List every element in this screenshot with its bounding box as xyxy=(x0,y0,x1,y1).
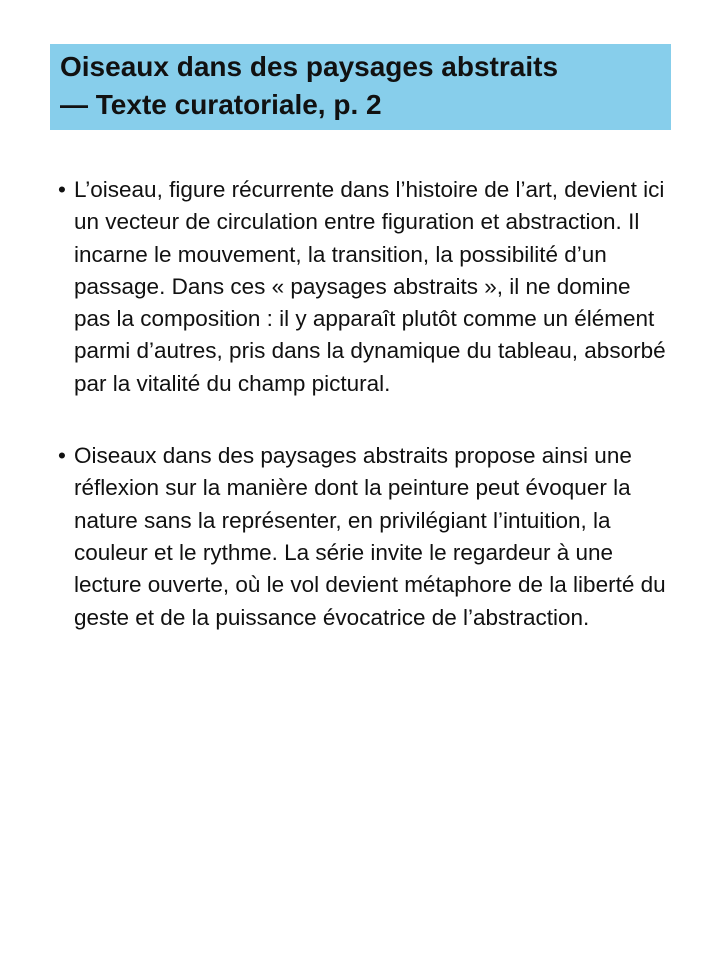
bullet-text: L’oiseau, figure récurrente dans l’histoire de l’art, devient ici un vecteur de circulation entre figuration et abstraction. Il incarne le mouvement, la transition, la possibilité d’un passage. Dans ces « paysages abstraits », il ne domine pas la composition : il y apparaît plutôt comme un élément parmi d’autres, pris dans la dynamique du tableau, absorbé par la vitalité du champ pictural. xyxy=(74,177,666,396)
bullet-marker: • xyxy=(58,177,66,202)
bullet-text: Oiseaux dans des paysages abstraits propose ainsi une réflexion sur la manière dont la peinture peut évoquer la nature sans la représenter, en privilégiant l’intuition, la couleur et le rythme. La série invite le regardeur à une lecture ouverte, où le vol devient métaphore de la liberté du geste et de la puissance évocatrice de l’abstraction. xyxy=(74,443,666,630)
bullet-list xyxy=(58,174,668,634)
title-banner xyxy=(50,44,671,130)
bullet-item xyxy=(58,440,668,634)
bullet-marker: • xyxy=(58,443,66,469)
bullet-item xyxy=(58,174,668,400)
slide-title xyxy=(60,48,661,124)
slide-title-line-2: — Texte curatoriale, p. 2 xyxy=(60,89,382,120)
slide-title-line-1: Oiseaux dans des paysages abstraits xyxy=(60,51,559,82)
